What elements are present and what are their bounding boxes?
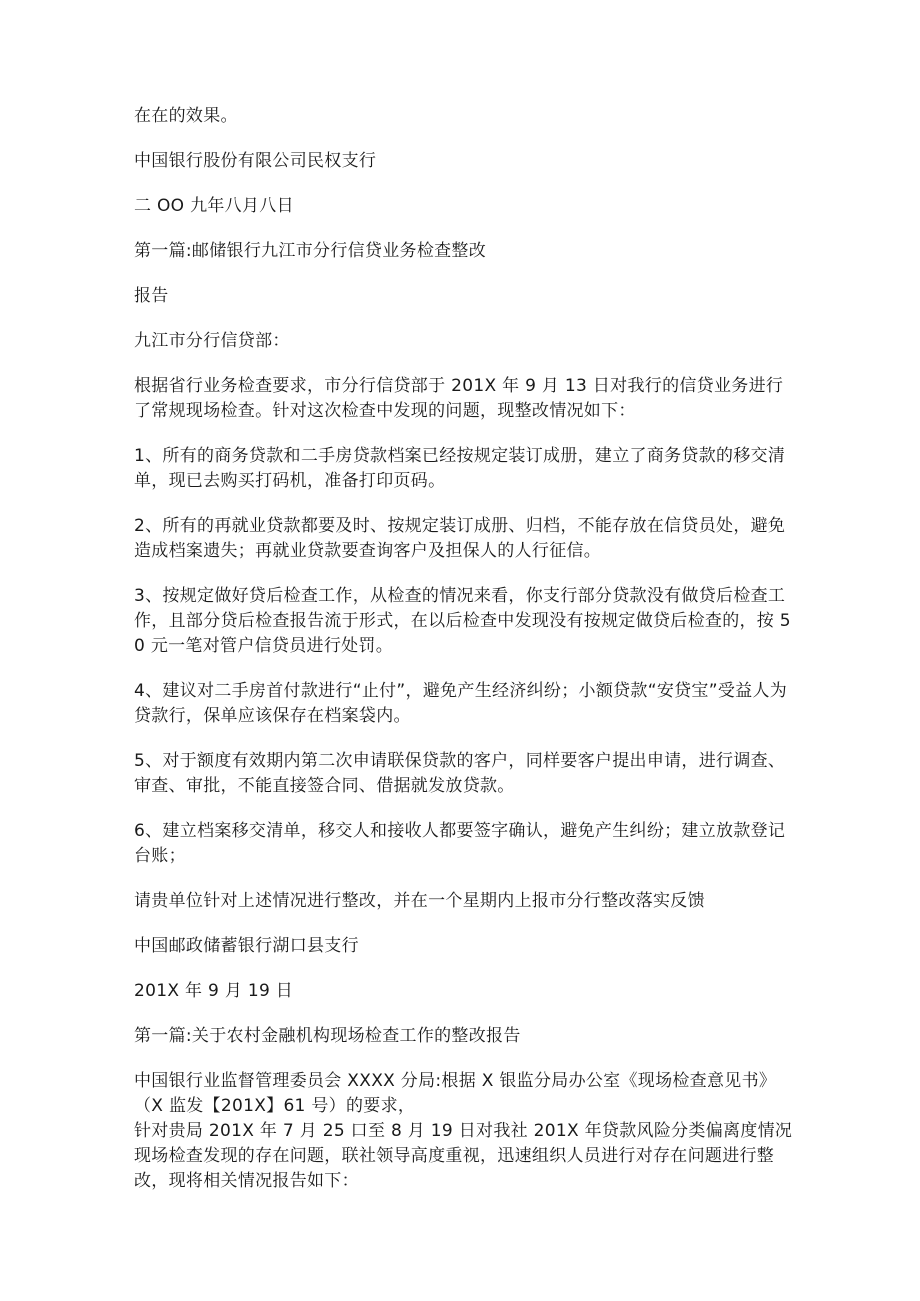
paragraph-date-2009: 二 OO 九年八月八日 xyxy=(134,196,294,216)
paragraph-item-1: 1、所有的商务贷款和二手房贷款档案已经按规定装订成册，建立了商务贷款的移交清单，现已去购买打码机，准备打印页码。 xyxy=(134,446,786,491)
heading-report: 报告 xyxy=(134,286,169,306)
paragraph-item-4: 4、建议对二手房首付款进行“止付”，避免产生经济纠纷；小额贷款“安贷宝”受益人为贷款行，保单应该保存在档案袋内。 xyxy=(134,681,788,726)
paragraph-request: 请贵单位针对上述情况进行整改，并在一个星期内上报市分行整改落实反馈 xyxy=(134,891,705,911)
heading-article-rural-finance: 第一篇:关于农村金融机构现场检查工作的整改报告 xyxy=(134,1026,521,1046)
paragraph-intro: 根据省行业务检查要求，市分行信贷部于 201X 年 9 月 13 日对我行的信贷业务进行了常规现场检查。针对这次检查中发现的问题，现整改情况如下： xyxy=(134,376,784,421)
paragraph-regulator-intro: 中国银行业监督管理委员会 XXXX 分局:根据 X 银监分局办公室《现场检查意见书》（X 监发【201X】61 号）的要求， xyxy=(134,1071,777,1116)
paragraph-item-5: 5、对于额度有效期内第二次申请联保贷款的客户，同样要客户提出申请，进行调查、审查、审批，不能直接签合同、借据就发放贷款。 xyxy=(134,751,786,796)
paragraph-date-201x: 201X 年 9 月 19 日 xyxy=(134,981,294,1001)
paragraph-bank-signature-minquan: 中国银行股份有限公司民权支行 xyxy=(134,151,377,171)
paragraph-regulator-body: 针对贵局 201X 年 7 月 25 口至 8 月 19 日对我社 201X 年贷款风险分类偏离度情况现场检查发现的存在问题，联社领导高度重视，迅速组织人员进行对存在问题进行整改，现将相关情况报告如下： xyxy=(134,1121,793,1191)
document-page xyxy=(134,104,794,1214)
paragraph-closing-effect: 在在的效果。 xyxy=(134,106,238,126)
paragraph-addressee: 九江市分行信贷部： xyxy=(134,331,290,351)
paragraph-bank-signature-hukou: 中国邮政储蓄银行湖口县支行 xyxy=(134,936,359,956)
paragraph-item-3: 3、按规定做好贷后检查工作，从检查的情况来看，你支行部分贷款没有做贷后检查工作，且部分贷后检查报告流于形式，在以后检查中发现没有按规定做贷后检查的，按 50 元一笔对管户信贷员进行处罚。 xyxy=(134,586,791,656)
paragraph-item-2: 2、所有的再就业贷款都要及时、按规定装订成册、归档，不能存放在信贷员处，避免造成档案遗失；再就业贷款要查询客户及担保人的人行征信。 xyxy=(134,516,786,561)
paragraph-item-6: 6、建立档案移交清单，移交人和接收人都要签字确认，避免产生纠纷；建立放款登记台账； xyxy=(134,821,786,866)
heading-article-postal-jiujiang: 第一篇:邮储银行九江市分行信贷业务检查整改 xyxy=(134,241,487,261)
